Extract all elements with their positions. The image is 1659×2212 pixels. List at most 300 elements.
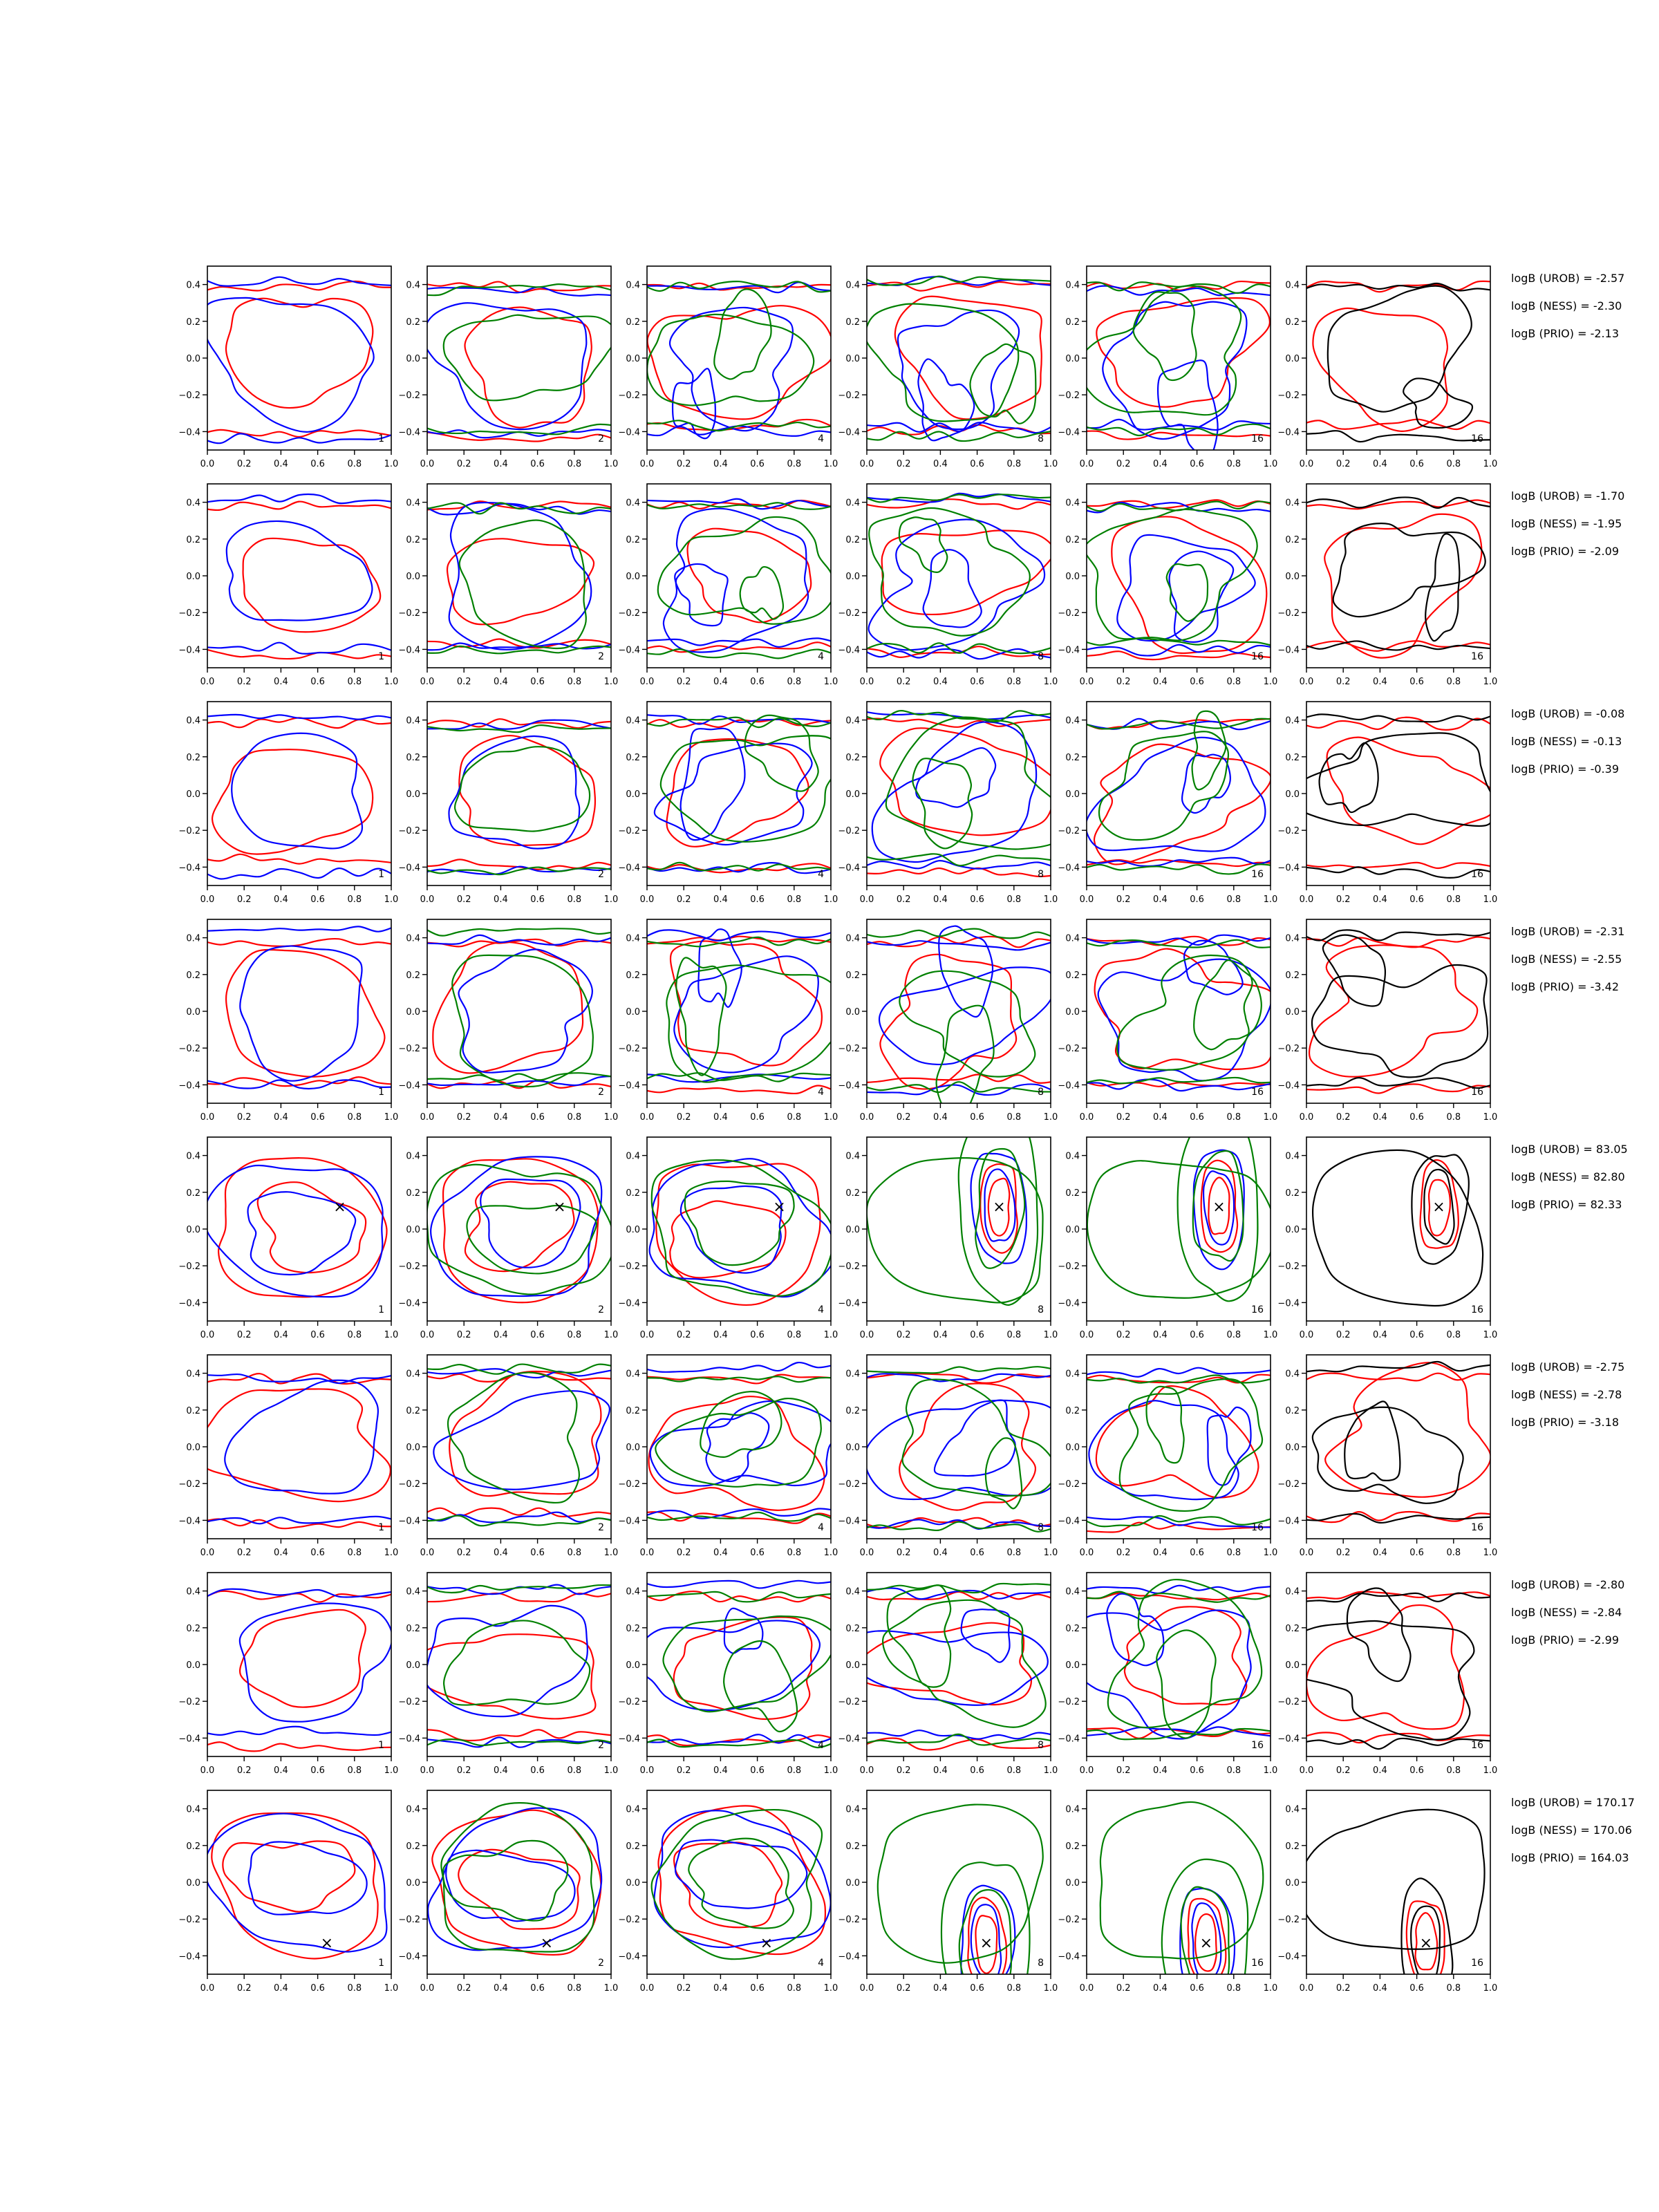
contour-lines: [867, 1115, 1043, 1305]
x-tick-label: 0.0: [200, 677, 215, 687]
x-tick-label: 0.2: [676, 894, 691, 905]
true-value-marker: ×: [1419, 1934, 1433, 1952]
logb-stat-text: logB (NESS) = -2.30: [1511, 299, 1622, 312]
contour-3-island: [986, 1438, 1022, 1508]
contour-2-loop: [1294, 733, 1494, 826]
y-tick-label: 0.2: [1285, 1188, 1300, 1199]
x-tick-label: 0.2: [676, 1548, 691, 1558]
contour-panel-r5-c2: [398, 1137, 618, 1340]
x-tick-label: 0.2: [1335, 1330, 1351, 1340]
logb-stat-text: logB (PRIO) = 82.33: [1511, 1198, 1622, 1211]
x-tick-label: 0.4: [274, 677, 288, 687]
y-tick-label: −0.2: [1277, 826, 1300, 837]
contour-3-island: [714, 289, 771, 379]
y-tick-label: 0.2: [626, 1405, 640, 1416]
x-tick-label: 0.8: [1006, 459, 1022, 469]
x-tick-label: 0.6: [1190, 1765, 1204, 1776]
x-tick-label: 0.2: [1116, 1330, 1131, 1340]
y-tick-label: −0.2: [1058, 826, 1080, 837]
contour-2-loop: [225, 1380, 378, 1494]
contour-lines: [860, 1367, 1069, 1532]
y-tick-label: −0.4: [1058, 427, 1080, 438]
contour-2-top: [1080, 1368, 1277, 1377]
y-tick-label: 0.4: [186, 933, 200, 944]
x-tick-label: 0.8: [567, 677, 582, 687]
panel-label: 1: [378, 1958, 384, 1969]
y-tick-label: −0.2: [618, 608, 640, 619]
y-tick-label: 0.4: [1065, 1369, 1080, 1380]
panel-frame: [207, 1137, 391, 1321]
y-tick-label: −0.4: [1277, 645, 1300, 656]
x-tick-label: 0.2: [1335, 1548, 1351, 1558]
contour-3: [652, 1810, 822, 1959]
y-tick-label: 0.2: [626, 752, 640, 763]
y-tick-label: −0.2: [178, 1915, 200, 1926]
x-tick-label: 0.8: [567, 1112, 582, 1123]
x-tick-label: 0.4: [713, 677, 728, 687]
y-tick-label: 0.0: [1065, 1225, 1080, 1235]
y-tick-label: 0.0: [626, 354, 640, 364]
x-tick-label: 0.0: [1079, 894, 1094, 905]
x-tick-label: 1.0: [384, 894, 399, 905]
y-tick-label: −0.4: [1277, 1951, 1300, 1962]
y-tick-label: −0.4: [398, 863, 420, 874]
x-tick-label: 0.8: [1226, 1983, 1241, 1994]
x-tick-label: 0.0: [420, 459, 435, 469]
x-tick-label: 0.6: [1190, 894, 1204, 905]
contour-2-loop: [227, 521, 373, 621]
logb-stat-text: logB (UROB) = 83.05: [1511, 1143, 1628, 1156]
contour-3-island: [937, 1006, 994, 1114]
y-tick-label: 0.4: [1065, 280, 1080, 291]
contour-panel-r8-c2: [398, 1790, 618, 1994]
contour-2-loop: [232, 733, 362, 849]
contour-lines: [1100, 1802, 1264, 2028]
contour-1-loop: [671, 941, 822, 1065]
contour-3-top: [420, 926, 618, 936]
contour-lines: [1299, 1810, 1485, 2001]
x-tick-label: 0.2: [896, 1765, 911, 1776]
y-tick-label: 0.2: [1285, 1405, 1300, 1416]
true-value-marker: ×: [1432, 1199, 1445, 1217]
contour-lines: [1080, 935, 1278, 1091]
y-tick-label: −0.4: [1058, 645, 1080, 656]
panel-frame: [1306, 1790, 1490, 1974]
contour-2-top: [860, 940, 1058, 950]
contour-1-bottom: [420, 1508, 618, 1517]
contour-lines: [420, 1365, 618, 1526]
x-tick-label: 0.6: [750, 1548, 765, 1558]
y-tick-label: 0.0: [626, 1660, 640, 1671]
y-tick-label: 0.0: [406, 1007, 420, 1018]
contour-3-bottom: [640, 1073, 838, 1082]
panel-label: 1: [378, 869, 384, 880]
x-tick-label: 0.8: [787, 1765, 802, 1776]
contour-panel-r3-c5: [1058, 702, 1277, 905]
x-tick-label: 1.0: [603, 894, 619, 905]
contour-2-island: [706, 1413, 769, 1481]
y-tick-label: −0.2: [178, 826, 200, 837]
x-tick-label: 0.0: [420, 1548, 435, 1558]
y-tick-label: 0.2: [406, 317, 420, 328]
contour-lines: [860, 711, 1065, 877]
contour-lines: [1294, 713, 1497, 877]
contour-3-island: [1156, 1630, 1215, 1738]
true-value-marker: ×: [980, 1934, 993, 1952]
x-tick-label: 1.0: [1483, 1983, 1498, 1994]
x-tick-label: 0.8: [567, 459, 582, 469]
panel-label: 8: [1038, 869, 1044, 880]
x-tick-label: 1.0: [1043, 459, 1058, 469]
y-tick-label: 0.2: [186, 1405, 200, 1416]
contour-panel-r5-c1: [178, 1137, 398, 1340]
contour-1-bottom: [860, 1738, 1058, 1750]
y-tick-label: −0.2: [838, 1915, 860, 1926]
panel-label: 4: [818, 869, 824, 880]
contour-1-loop: [895, 297, 1042, 420]
x-tick-label: 0.2: [896, 1330, 911, 1340]
true-value-marker: ×: [760, 1934, 774, 1952]
x-tick-label: 1.0: [823, 894, 838, 905]
x-tick-label: 0.0: [420, 1330, 435, 1340]
x-tick-label: 0.4: [1373, 894, 1387, 905]
panel-label: 16: [1251, 433, 1264, 444]
true-value-marker: ×: [773, 1199, 786, 1217]
y-tick-label: 0.0: [845, 572, 860, 582]
y-tick-label: 0.4: [406, 1369, 420, 1380]
y-tick-label: 0.2: [626, 1188, 640, 1199]
contour-panel-r4-c5: [1058, 919, 1278, 1123]
contour-lines: [878, 1805, 1043, 2027]
y-tick-label: −0.4: [178, 1734, 200, 1745]
x-tick-label: 0.2: [236, 1983, 252, 1994]
panel-frame: [207, 702, 391, 885]
contour-2-loop: [865, 1400, 1069, 1499]
contour-1-inner: [258, 1182, 366, 1273]
contour-lines: [1080, 500, 1277, 659]
x-tick-label: 0.4: [1153, 1765, 1168, 1776]
y-tick-label: 0.0: [1065, 1443, 1080, 1453]
panel-label: 4: [818, 1740, 824, 1751]
y-tick-label: −0.2: [1277, 391, 1300, 402]
y-tick-label: −0.4: [618, 863, 640, 874]
y-tick-label: −0.2: [178, 1044, 200, 1055]
y-tick-label: 0.0: [845, 1225, 860, 1235]
contour-panel-r3-c6: [1277, 702, 1497, 905]
y-tick-label: 0.4: [406, 1804, 420, 1815]
contour-1-bottom: [1300, 1512, 1497, 1522]
y-tick-label: 0.4: [626, 1369, 640, 1380]
contour-2-inner: [675, 1840, 807, 1909]
y-tick-label: −0.4: [1277, 863, 1300, 874]
contour-1-loop: [649, 1396, 825, 1510]
contour-panel-r1-c1: [178, 266, 398, 469]
x-tick-label: 0.2: [1116, 459, 1131, 469]
y-tick-label: 0.4: [1065, 1586, 1080, 1597]
x-tick-label: 0.4: [1153, 1112, 1168, 1123]
x-tick-label: 0.4: [933, 459, 948, 469]
y-tick-label: 0.2: [845, 1188, 860, 1199]
x-tick-label: 0.4: [274, 894, 288, 905]
x-tick-label: 0.8: [1446, 1548, 1461, 1558]
x-tick-label: 0.2: [456, 894, 471, 905]
contour-2-top: [640, 1362, 838, 1372]
y-tick-label: 0.2: [845, 1623, 860, 1634]
x-tick-label: 0.8: [1446, 894, 1461, 905]
contour-2-loop: [655, 744, 812, 845]
contour-1-top: [200, 718, 398, 728]
contour-1-top: [200, 502, 398, 511]
x-tick-label: 1.0: [1263, 894, 1278, 905]
contour-2: [650, 1159, 836, 1297]
contour-panel-r4-c2: [398, 919, 618, 1123]
y-tick-label: −0.4: [398, 1734, 420, 1745]
y-tick-label: −0.2: [178, 1479, 200, 1490]
x-tick-label: 1.0: [603, 677, 619, 687]
x-tick-label: 0.0: [420, 894, 435, 905]
y-tick-label: 0.4: [186, 498, 200, 509]
y-tick-label: −0.2: [178, 1262, 200, 1273]
contour-2-island: [681, 729, 745, 840]
y-tick-label: 0.2: [1065, 1841, 1080, 1852]
x-tick-label: 0.8: [1446, 1765, 1461, 1776]
x-tick-label: 0.2: [236, 1330, 252, 1340]
x-tick-label: 0.6: [530, 1983, 545, 1994]
y-tick-label: 0.4: [186, 1586, 200, 1597]
y-tick-label: −0.4: [618, 427, 640, 438]
x-tick-label: 0.4: [713, 1765, 728, 1776]
x-tick-label: 0.6: [310, 1983, 325, 1994]
contour-3-island: [899, 517, 947, 572]
x-tick-label: 0.0: [859, 894, 874, 905]
panel-label: 4: [818, 651, 824, 662]
x-tick-label: 0.6: [1409, 1765, 1424, 1776]
y-tick-label: 0.2: [406, 752, 420, 763]
x-tick-label: 0.2: [1335, 894, 1351, 905]
y-tick-label: 0.2: [406, 534, 420, 545]
y-tick-label: 0.4: [1285, 1369, 1300, 1380]
panel-frame: [207, 266, 391, 450]
y-tick-label: −0.2: [1277, 1479, 1300, 1490]
x-tick-label: 1.0: [1043, 677, 1058, 687]
panel-label: 4: [818, 1522, 824, 1533]
x-tick-label: 0.6: [750, 1983, 765, 1994]
contour-lines: [640, 499, 838, 659]
x-tick-label: 1.0: [384, 1112, 399, 1123]
x-tick-label: 0.4: [933, 1548, 948, 1558]
logb-stat-text: logB (UROB) = -2.31: [1511, 925, 1625, 938]
x-tick-label: 0.0: [859, 1548, 874, 1558]
y-tick-label: 0.0: [1285, 789, 1300, 800]
x-tick-label: 0.8: [1446, 677, 1461, 687]
x-tick-label: 0.0: [1299, 1983, 1314, 1994]
logb-stat-text: logB (PRIO) = -2.99: [1511, 1633, 1619, 1647]
y-tick-label: 0.2: [1285, 970, 1300, 981]
contour-lines: [420, 501, 618, 653]
y-tick-label: −0.4: [618, 645, 640, 656]
x-tick-label: 1.0: [603, 459, 619, 469]
x-tick-label: 0.2: [1116, 894, 1131, 905]
y-tick-label: 0.2: [845, 752, 860, 763]
y-tick-label: −0.4: [178, 1080, 200, 1091]
contour-2-island: [1347, 1588, 1411, 1682]
x-tick-label: 0.6: [530, 1548, 545, 1558]
x-tick-label: 0.4: [713, 459, 728, 469]
x-tick-label: 1.0: [1043, 894, 1058, 905]
x-tick-label: 0.8: [567, 1983, 582, 1994]
logb-stat-text: logB (NESS) = 82.80: [1511, 1170, 1625, 1183]
contour-2-bottom: [200, 433, 398, 444]
y-tick-label: 0.4: [1285, 1151, 1300, 1162]
contour-outer: [1087, 1161, 1275, 1298]
contour-2-bottom: [200, 643, 398, 654]
x-tick-label: 0.0: [859, 677, 874, 687]
contour-lines: [1071, 1580, 1277, 1739]
x-tick-label: 0.0: [420, 1983, 435, 1994]
contour-panel-r7-c3: [618, 1573, 838, 1776]
y-tick-label: 0.2: [1285, 752, 1300, 763]
x-tick-label: 0.0: [1299, 1548, 1314, 1558]
y-tick-label: 0.4: [406, 933, 420, 944]
true-value-marker: ×: [553, 1199, 566, 1217]
contour-2-loop: [631, 1620, 819, 1710]
x-tick-label: 1.0: [384, 677, 399, 687]
x-tick-label: 0.4: [933, 1983, 948, 1994]
y-tick-label: 0.2: [1065, 1405, 1080, 1416]
panel-label: 16: [1471, 1304, 1483, 1315]
y-tick-label: 0.0: [1065, 1007, 1080, 1018]
y-tick-label: 0.4: [626, 1151, 640, 1162]
y-tick-label: 0.2: [1065, 752, 1080, 763]
contour-panel-r5-c6: [1277, 1137, 1497, 1340]
x-tick-label: 0.0: [200, 1112, 215, 1123]
contour-2-island: [1425, 534, 1459, 641]
x-tick-label: 0.6: [750, 894, 765, 905]
contour-panel-r2-c5: [1058, 484, 1277, 687]
contour-3-island: [1147, 1387, 1184, 1463]
x-tick-label: 0.4: [1153, 459, 1168, 469]
panel-label: 2: [598, 1740, 604, 1751]
x-tick-label: 0.2: [236, 1548, 252, 1558]
logb-stat-text: logB (NESS) = -2.55: [1511, 953, 1622, 966]
contour-lines: [205, 1158, 387, 1297]
y-tick-label: −0.2: [1058, 1479, 1080, 1490]
contour-lines: [640, 929, 846, 1094]
contour-2-loop: [838, 1631, 1048, 1708]
contour-1-loop: [433, 942, 583, 1073]
y-tick-label: −0.4: [1058, 1080, 1080, 1091]
x-tick-label: 0.0: [1299, 1330, 1314, 1340]
x-tick-label: 1.0: [1043, 1765, 1058, 1776]
x-tick-label: 1.0: [1263, 1112, 1278, 1123]
contour-3-bottom: [860, 1082, 1058, 1092]
panel-label: 8: [1038, 1087, 1044, 1098]
x-tick-label: 0.0: [639, 459, 655, 469]
y-tick-label: −0.4: [838, 1080, 860, 1091]
x-tick-label: 0.8: [787, 1112, 802, 1123]
y-tick-label: −0.2: [1058, 608, 1080, 619]
y-tick-label: 0.0: [186, 1225, 200, 1235]
contour-lines: [1300, 281, 1497, 442]
panel-label: 8: [1038, 1522, 1044, 1533]
y-tick-label: −0.4: [1058, 1734, 1080, 1745]
x-tick-label: 0.8: [567, 1765, 582, 1776]
y-tick-label: 0.0: [1285, 1878, 1300, 1888]
x-tick-label: 0.8: [1226, 459, 1241, 469]
panel-frame: [1306, 702, 1490, 885]
x-tick-label: 0.8: [787, 1330, 802, 1340]
contour-panel-r5-c4: [838, 1115, 1058, 1340]
x-tick-label: 1.0: [603, 1330, 619, 1340]
x-tick-label: 1.0: [384, 1548, 399, 1558]
y-tick-label: 0.0: [186, 1443, 200, 1453]
x-tick-label: 0.0: [420, 677, 435, 687]
contour-panel-r6-c6: [1277, 1355, 1497, 1558]
x-tick-label: 0.2: [1335, 1765, 1351, 1776]
x-tick-label: 0.2: [456, 1330, 471, 1340]
x-tick-label: 0.2: [236, 1765, 252, 1776]
x-tick-label: 0.8: [1226, 1548, 1241, 1558]
y-tick-label: 0.0: [406, 789, 420, 800]
contour-lines: [198, 1374, 398, 1528]
y-tick-label: −0.2: [1277, 1697, 1300, 1708]
x-tick-label: 0.6: [970, 1765, 984, 1776]
y-tick-label: −0.4: [618, 1080, 640, 1091]
contour-3-inner: [688, 1839, 794, 1929]
y-tick-label: 0.0: [406, 1878, 420, 1888]
y-tick-label: −0.4: [398, 1298, 420, 1309]
contour-2-loop: [240, 1603, 393, 1721]
panel-frame: [207, 1790, 391, 1974]
true-value-marker: ×: [320, 1934, 334, 1952]
x-tick-label: 0.6: [530, 677, 545, 687]
y-tick-label: 0.0: [845, 1443, 860, 1453]
y-tick-label: −0.4: [1277, 1516, 1300, 1527]
contour-2-loop: [433, 1391, 610, 1490]
contour-3-loop: [658, 517, 835, 624]
x-tick-label: 0.6: [1409, 1330, 1424, 1340]
contour-1-loop: [674, 1617, 812, 1719]
x-tick-label: 0.8: [1226, 1112, 1241, 1123]
y-tick-label: 0.4: [845, 1151, 860, 1162]
x-tick-label: 0.8: [1006, 894, 1022, 905]
y-tick-label: −0.4: [618, 1516, 640, 1527]
x-tick-label: 0.6: [1409, 1983, 1424, 1994]
x-tick-label: 0.0: [859, 1983, 874, 1994]
x-tick-label: 0.2: [896, 1983, 911, 1994]
y-tick-label: −0.2: [398, 391, 420, 402]
x-tick-label: 0.4: [713, 1548, 728, 1558]
x-tick-label: 0.4: [933, 1330, 948, 1340]
y-tick-label: −0.2: [618, 1697, 640, 1708]
x-tick-label: 0.4: [494, 1983, 508, 1994]
y-tick-label: −0.4: [398, 645, 420, 656]
x-tick-label: 0.2: [1116, 1765, 1131, 1776]
x-tick-label: 0.6: [310, 1330, 325, 1340]
y-tick-label: 0.2: [186, 1841, 200, 1852]
contour-panel-r6-c5: [1058, 1355, 1277, 1558]
true-value-marker: ×: [1199, 1934, 1213, 1952]
x-tick-label: 0.0: [1079, 1765, 1094, 1776]
x-tick-label: 0.6: [970, 894, 984, 905]
x-tick-label: 0.6: [310, 459, 325, 469]
contour-2-bottom: [200, 868, 398, 879]
x-tick-label: 0.0: [859, 1112, 874, 1123]
x-tick-label: 0.8: [787, 677, 802, 687]
y-tick-label: −0.4: [178, 645, 200, 656]
contour-2-top: [1080, 1586, 1277, 1593]
contour-panel-r4-c6: [1277, 919, 1497, 1123]
